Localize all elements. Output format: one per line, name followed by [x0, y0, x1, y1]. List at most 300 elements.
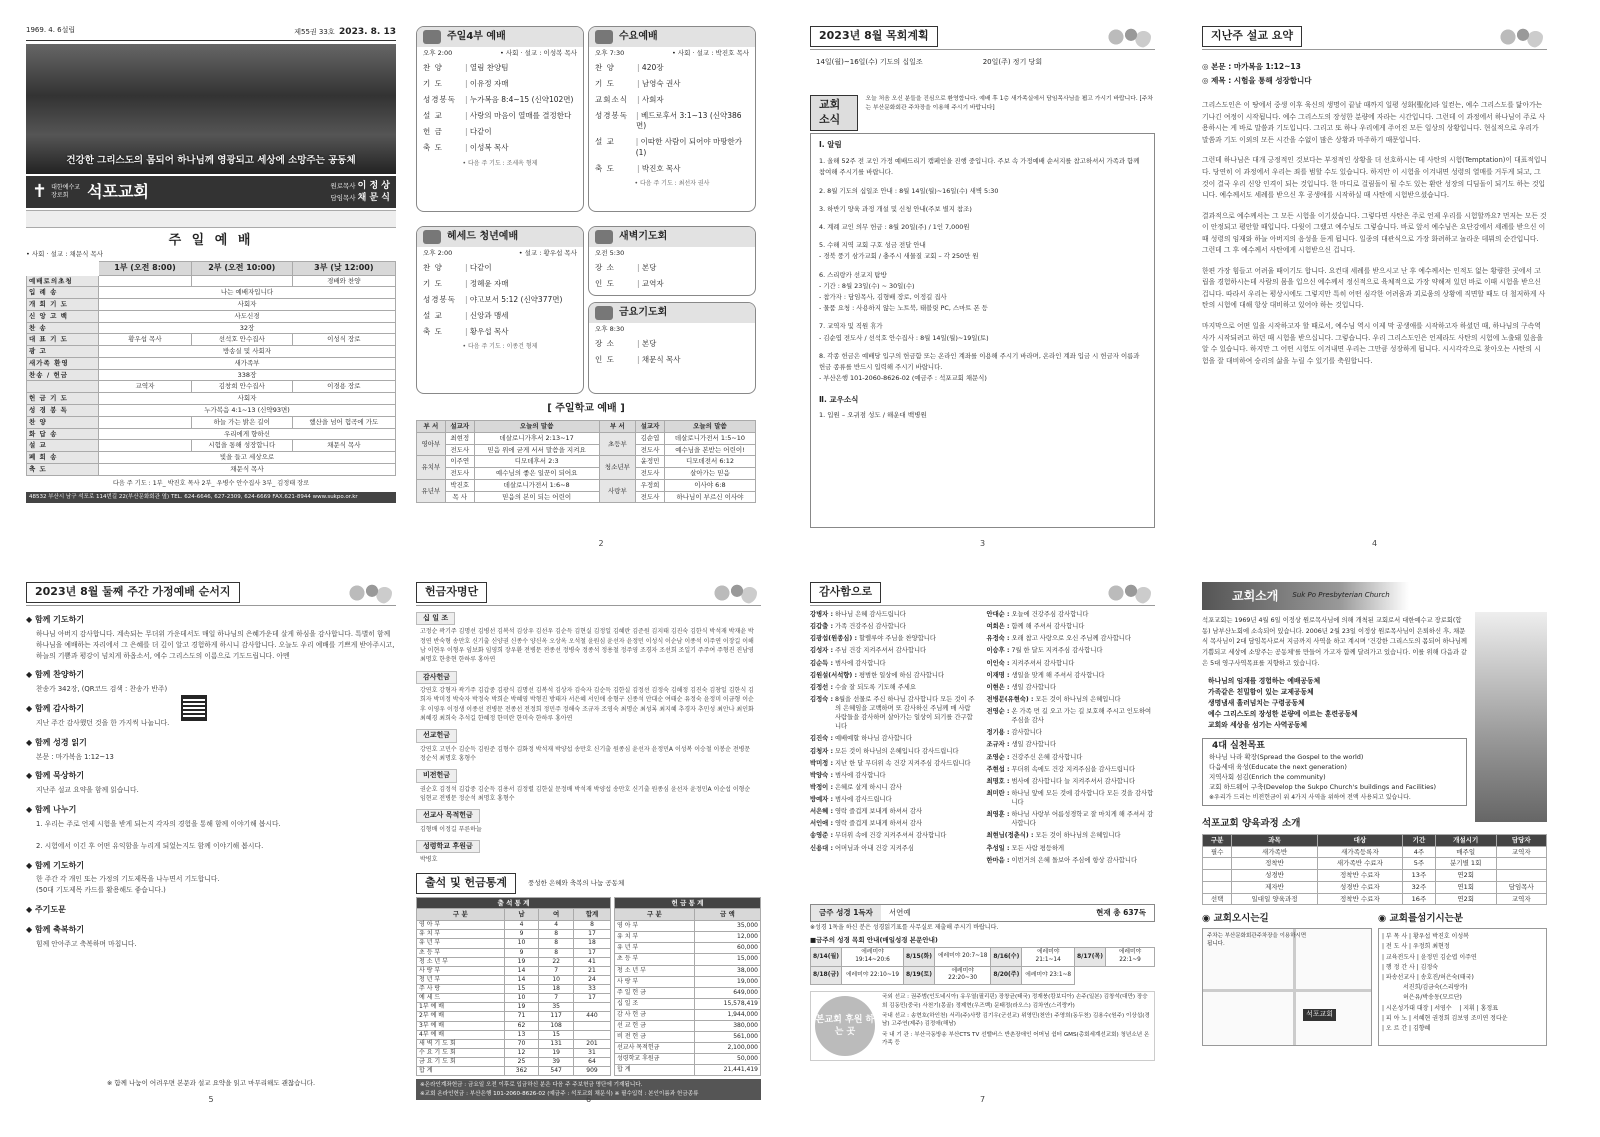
row-value: 했산을 넘어 험곡에 가도: [292, 416, 395, 428]
family-step-text: 1. 우리는 주로 언제 시험을 받게 되는지 각자의 경험을 통해 함께 이야기해 봅시다. 2. 시험에서 이긴 후 어떤 유익함을 누리게 되었는지도 함께 이야기해 봅시다.: [36, 819, 281, 850]
thanks-item: [987, 856, 1156, 865]
row-value: 누가복음 4:1~13 (신약93면): [99, 404, 396, 416]
dept: 초등부: [599, 432, 635, 456]
news-item: 6. 스리랑카 선교지 탐방 - 기간 : 8월 23일(수) ~ 30일(수) - 참가자 : 담임목사, 김형배 장로, 이정길 집사 - 물품 요청 : 사용하지 않는 노트북, 태블릿 PC, 스마트 폰 등: [819, 270, 988, 313]
off-cell: 380,000: [694, 1021, 760, 1032]
att-cell: 24: [573, 975, 610, 984]
page-4-sermon: [1202, 26, 1547, 550]
off-cell: 649,000: [694, 987, 760, 998]
att-cell: 8: [539, 930, 574, 939]
att-cell: [573, 1003, 610, 1012]
off-row: [615, 965, 761, 976]
thanks-text: 평범한 일상에 하심 감사합니다: [858, 671, 945, 679]
att-cell: 25: [504, 1058, 539, 1067]
order-label: 장 소: [595, 262, 615, 272]
thanks-name: 한마음 :: [986, 856, 1010, 864]
plan-text: 에레미야 22:10~19: [842, 966, 904, 985]
thanks-text: 7월 한 달도 지켜주심 감사합니다: [1011, 647, 1103, 655]
thanks-item: [987, 683, 1156, 692]
col-2bu: 2부 (오전 10:00): [191, 261, 292, 275]
news-item: 3. 하반기 양육 과정 개설 및 신청 안내(주보 별지 참조): [819, 204, 972, 213]
att-row: [417, 921, 611, 930]
att-cell: 4: [504, 921, 539, 930]
plan-date: 8/15(화): [903, 947, 934, 966]
worship-row: [27, 275, 396, 287]
plan-date: 8/19(토): [903, 966, 934, 985]
order-label: 축 도: [423, 143, 443, 153]
order-value: | 채문식 목사: [637, 355, 681, 365]
order-label: 설 교: [595, 137, 615, 147]
card-title: 새벽기도회: [619, 231, 668, 243]
order-label: 성경봉독: [423, 295, 456, 305]
card-title: 주일4부 예배: [447, 31, 506, 43]
page-number: 4: [1365, 539, 1385, 550]
page-7-thanks: [810, 582, 1155, 1106]
thanks-item: [987, 610, 1156, 619]
card-next: • 다음 주 기도 : 조세옥 형제: [462, 159, 538, 167]
off-cell: 영 아 부: [615, 921, 695, 932]
offering-group-names: 박병호: [420, 856, 438, 864]
thanks-text: 지난 한 달 무더위 속 건강 지켜주심 감사드립니다: [834, 759, 971, 767]
practice-goal: 지역사회 섬김(Enrich the community): [1209, 772, 1326, 781]
thanks-item: [987, 671, 1156, 680]
thanks-item: [810, 771, 979, 780]
row-label: 찬 송: [27, 322, 99, 334]
course-title: 석포교회 양육과정 소개: [1202, 818, 1301, 830]
family-worship-title: 2023년 8월 둘째 주간 가정예배 순서지: [26, 582, 240, 603]
map-road: [1203, 989, 1371, 992]
off-row: [615, 976, 761, 987]
reading-plan-table: [810, 947, 1155, 985]
preacher: 최현정: [445, 432, 474, 444]
thanks-text: 은혜로 살게 하시니 감사: [834, 783, 902, 791]
ministry-goal: 교회와 세상을 섬기는 사역공동체: [1208, 721, 1308, 730]
att-cell: 14: [504, 966, 539, 975]
att-row: [417, 1021, 611, 1030]
thanks-name: 이승후 :: [986, 647, 1010, 655]
order-label: 성경봉독: [595, 111, 628, 121]
att-row: [417, 1058, 611, 1067]
off-cell: 15,000: [694, 954, 760, 965]
off-cell: 유 치 부: [615, 932, 695, 943]
support-item: 국외 선교 : 권주범(인도네시아) 유우열(필리핀) 장창균(태국) 정재붕(캄보디아) 손주(일본) 김창석(대만) 장승희 김동민(중국) 사천기(몽골) 정제현(우즈벡) 문태정(라오스) 김차연(스리랑카): [882, 994, 1148, 1009]
att-row: [417, 1012, 611, 1021]
offering-group-names: 김형배 이정길 푸른하늘: [420, 825, 482, 833]
pastor-title-1: 원로목사: [330, 182, 356, 191]
worship-row: [27, 322, 396, 334]
school-head-cell: 설교자: [636, 421, 665, 433]
att-row: [417, 930, 611, 939]
card-wed-worship: [588, 26, 756, 212]
sermon-paragraph: 한편 가장 힘들고 어려울 때이기도 합니다. 요컨대 세례를 받으시고 난 후 예수께서는 인적도 없는 황량한 곳에서 고립을 경험하시는데 사람의 몸을 입으신 예수께서 정신적으로 육체적으로 가장 약해져 있던 바로 이때 시험을 받으신 겁니다. 따라서 우리는 평상시에도 그렇지만 특히 어떤 심각한 어려움과 괴로움의 상황에 직면할 때도 더 철저하게 사탄의 시험에 대해 항상 대비하고 있어야 하는 것입니다.: [1202, 266, 1546, 310]
att-cell: 70: [504, 1039, 539, 1048]
att-cell: 17: [573, 994, 610, 1003]
preacher: 박진호: [445, 479, 474, 491]
worship-row: [27, 393, 396, 405]
school-row: [417, 479, 756, 491]
word: 데살로니가후서 2:13~17: [474, 432, 599, 444]
course-cell: 연2회: [1435, 893, 1496, 905]
row-value: 32장: [99, 322, 396, 334]
word: 믿음의 본이 되는 어린이: [474, 491, 599, 503]
course-cell: 일대일 양육과정: [1232, 893, 1317, 905]
thanks-text: 범사에 감사드립니다: [834, 796, 892, 803]
order-label: 설 교: [423, 111, 443, 121]
course-cell: 13주: [1403, 870, 1436, 882]
att-cell: 4: [539, 921, 574, 930]
course-cell: [1203, 870, 1232, 882]
row-label: 화 답 송: [27, 428, 99, 440]
order-value: | 이따한 사람이 되어야 마땅한가(1): [636, 137, 749, 157]
att-cell: 440: [573, 1012, 610, 1021]
page-6-offering: [416, 582, 761, 1106]
att-row: [417, 957, 611, 966]
course-cell: 분기별 1회: [1435, 858, 1496, 870]
thanks-name: 박정이 :: [810, 783, 833, 791]
thanks-item: [987, 810, 1156, 828]
row-value: [99, 440, 192, 452]
family-step-heading: ◆ 함께 축복하기: [26, 925, 396, 936]
book-icon: [595, 30, 613, 44]
thanks-name: 김갑출 :: [810, 623, 833, 631]
practice-goal: 교회 하드웨어 구축(Develop the Sukpo Church's buildings and Facilities): [1209, 782, 1437, 791]
thanks-text: 어머님과 아내 건강 지켜주심: [834, 844, 914, 852]
plan-item: 20일(주) 정기 당회: [982, 58, 1043, 66]
order-row: [417, 140, 583, 156]
bible-reader-total: 현재 총 637독: [1096, 908, 1146, 917]
course-row: [1203, 846, 1547, 858]
book-icon: [595, 230, 613, 244]
course-row: [1203, 858, 1547, 870]
reading-plan-title: ■금주의 성경 목회 안내(매일성경 본문안내): [810, 936, 938, 945]
word: 예수님의 좋은 일꾼이 되어요: [474, 468, 599, 480]
course-cell: 새가족반: [1232, 846, 1317, 858]
att-cell: 117: [539, 1012, 574, 1021]
plan-text: 에레미야 22:20~30: [934, 966, 990, 985]
att-cell: 33: [573, 985, 610, 994]
staff-line: 서진희/김금숙(스리랑카): [1382, 984, 1468, 992]
family-step-heading: ◆ 함께 기도하기: [26, 615, 396, 626]
att-cell: 10: [539, 975, 574, 984]
order-row: [589, 92, 755, 108]
plan-text: 에레미야 21:1~14: [1022, 947, 1075, 966]
news-box: [810, 133, 1155, 528]
thanks-text: 생일을 맞게 해 주셔서 감사합니다: [1011, 671, 1105, 679]
dept: 유치부: [417, 456, 446, 480]
att-cell: 청 소 년 부: [417, 957, 505, 966]
thanks-name: 조영순 :: [986, 753, 1010, 761]
att-cell: 3부 예 배: [417, 1021, 505, 1030]
att-cell: 10: [504, 939, 539, 948]
thanks-item: [987, 695, 1156, 704]
row-value: 황우섭 목사: [99, 334, 192, 346]
sermon-paragraph: 그런데 하나님은 대개 긍정적인 것보다는 부정적인 상황을 더 선호하시는 데 사탄의 시험(Temptation)이 대표적입니다. 당연히 이 과정에서 우리는 죄를 범할 수도 있습니다. 하지만 이 시험을 이겨내면 성령의 열매를 거두게 되고, 그것이 결국 우리 신앙 인격이 되는 것입니다. 한 마디로 걸림돌이 될 수도 있는 환란 성장의 디딤돌이 되기도 하는 것입니다. 예수께서도 세례를 받으신 후 공생애를 시작하실 때 사탄에 시험받으셨습니다.: [1202, 156, 1547, 200]
order-value: | 다같이: [465, 127, 492, 137]
att-cell: 새 벽 기 도 회: [417, 1039, 505, 1048]
ministry-goal: 하나님의 임재를 경험하는 예배공동체: [1208, 676, 1321, 685]
att-row: [417, 966, 611, 975]
row-value: 선석호 안수집사: [191, 334, 292, 346]
worship-title: 주 일 예 배: [168, 233, 254, 249]
course-row: [1203, 893, 1547, 905]
att-cell: 19: [539, 1048, 574, 1057]
att-cell: 909: [573, 1067, 610, 1076]
thanks-item: [810, 795, 979, 804]
att-cell: 초 등 부: [417, 948, 505, 957]
course-row: [1203, 881, 1547, 893]
staff-line: | 행 정 간 사 | 김정숙: [1382, 963, 1439, 971]
attendance-table: [416, 897, 611, 1077]
plan-text: 에레미야 23:1~8: [1022, 966, 1075, 985]
order-value: | 사회자: [637, 95, 664, 105]
dept: 사랑부: [599, 479, 635, 503]
order-value: | 박진호 목사: [637, 164, 681, 174]
course-head-cell: 과목: [1232, 834, 1317, 846]
row-value: 사회자: [99, 393, 396, 405]
off-cell: 성령학교 후원금: [615, 1054, 695, 1065]
sermon-paragraph: 결과적으로 예수께서는 그 모든 시험을 이기셨습니다. 그렇다면 사탄은 주로 언제 우리를 시험할까요? 먼저는 모든 것이 안정되고 평안할 때입니다. 다윗이 그랬고 예수님도 그렇습니다. 바로 앞서 예수님은 요단강에서 세례를 받으신 이때 성령의 임재와 하늘 아버지의 음성을 듣게 됩니다. 일종의 대관식으로 가장 화려하고 놀라운 데뷔의 순간입니다. 그런데 그 후 예수께서 사탄에게 시험받으신 겁니다.: [1202, 211, 1547, 255]
thanks-name: 이현은 :: [986, 683, 1010, 691]
word: 디모데전서 6:12: [664, 456, 755, 468]
staff-line: | 부 목 사 | 황우섭 박진호 이성복: [1382, 933, 1469, 941]
order-label: 기 도: [423, 278, 443, 288]
order-value: | 누가복음 8:4~15 (신약102면): [465, 95, 573, 105]
att-head-cell: 남: [504, 909, 539, 921]
order-value: | 다같이: [465, 263, 492, 273]
news-item: 1. 올해 52주 전 교인 가정 예배드리기 캠페인을 진행 중입니다. 주보 속 가정예배 순서지를 참고하셔서 가족과 함께 참여해 주시기를 바랍니다.: [819, 157, 1140, 177]
book-icon: [595, 306, 613, 320]
school-head-cell: 부 서: [599, 421, 635, 433]
card-leader: • 설교 : 황우섭 목사: [518, 249, 577, 257]
att-cell: 8: [539, 948, 574, 957]
section-notice: Ⅰ. 알림: [819, 140, 842, 150]
card-next: • 다음 주 기도 : 최선자 권사: [634, 179, 710, 187]
order-row: [589, 161, 755, 177]
offering-group-label: 성령학교 후원금: [416, 840, 480, 853]
off-row: [615, 998, 761, 1009]
thanks-name: 김진숙 :: [810, 735, 833, 743]
order-value: | 신앙과 맹세: [465, 311, 509, 321]
row-value: [191, 275, 292, 287]
card-leader: • 사회 · 설교 : 박진호 목사: [672, 49, 749, 57]
thanks-name: 전병문(유현숙) :: [986, 695, 1034, 703]
family-step-heading: ◆ 함께 성경 읽기: [26, 738, 396, 749]
card-dawn-prayer: [588, 226, 756, 296]
card-fri-prayer: [588, 302, 756, 394]
row-label: [27, 381, 99, 393]
worship-row: [27, 416, 396, 428]
off-cell: 21,441,419: [694, 1065, 760, 1076]
thanks-text: 생일 감사합니다: [1011, 741, 1057, 749]
off-row: [615, 921, 761, 932]
thanks-name: 박미정 :: [810, 759, 833, 767]
family-step-text: 하나님 아버지 감사합니다. 계속되는 무더위 가운데서도 매일 하나님의 은혜가운데 살게 하심을 감사합니다. 특별히 함께 하나님을 예배하는 자리에서 그 은혜를 더 깊이 알고 경험하게 하시니 감사합니다. 오늘도 우리 예배를 기쁘게 받아주시고, 하늘의 기쁨과 평강이 넘치게 하옵소서, 예수 그리스도의 이름으로 기도드립니다. 아멘: [36, 629, 395, 660]
thanks-text: 무더위 속에도 건강 지켜주심을 감사드립니다: [1011, 765, 1136, 773]
word: 하나님이 부르신 이사야: [664, 491, 755, 503]
thanks-item: [987, 634, 1156, 643]
dept: 유년부: [417, 479, 446, 503]
plan-date: 8/20(주): [991, 966, 1022, 985]
order-row: [417, 76, 583, 92]
course-cell: 제자반: [1232, 881, 1317, 893]
school-row: [417, 468, 756, 480]
col-1bu: 1부 (오전 8:00): [99, 261, 192, 275]
news-title: 교회소식: [810, 95, 858, 131]
thanks-text: 모든 것이 하나님의 은혜입니다 감사드립니다: [834, 747, 959, 755]
row-label: 대 표 기 도: [27, 334, 99, 346]
att-row: [417, 1048, 611, 1057]
word: 데살로니가전서 1:6~8: [474, 479, 599, 491]
thanks-item: [810, 819, 979, 828]
attendance-title: 출 석 통 계: [417, 897, 611, 909]
order-label: 설 교: [423, 311, 443, 321]
offering-group-label: 선교헌금: [416, 729, 457, 742]
page-3-news: [810, 26, 1155, 550]
word: 살아가는 믿음: [664, 468, 755, 480]
att-cell: 유 치 부: [417, 930, 505, 939]
course-cell: 성경반 수료자: [1317, 881, 1402, 893]
word: 믿음 위에 굳게 서서 말씀을 지켜요: [474, 444, 599, 456]
off-row: [615, 1009, 761, 1020]
pastor-1: 이 정 상: [357, 181, 390, 192]
att-cell: 15: [539, 1030, 574, 1039]
course-cell: 16주: [1403, 893, 1436, 905]
plan-date: 8/16(수): [991, 947, 1022, 966]
course-cell: 연1회: [1435, 881, 1496, 893]
att-cell: 19: [504, 957, 539, 966]
course-cell: 교역자: [1496, 846, 1546, 858]
course-head-cell: 개설시기: [1435, 834, 1496, 846]
practice-goal: 하나님 나라 확장(Spread the Gospel to the world): [1209, 752, 1364, 761]
qr-code-icon[interactable]: [181, 695, 207, 721]
thanks-text: 범사에 감사합니다: [834, 771, 886, 779]
att-cell: 131: [539, 1039, 574, 1048]
course-head-cell: 대상: [1317, 834, 1402, 846]
att-cell: 18: [573, 939, 610, 948]
thanks-text: 수술 잘 되도록 기도해 주세요: [834, 683, 916, 691]
att-head-cell: 구 분: [417, 909, 505, 921]
school-head-cell: 부 서: [417, 421, 446, 433]
att-row: [417, 1039, 611, 1048]
off-cell: 선교사 목적헌금: [615, 1043, 695, 1054]
pastor-2: 채 문 식: [357, 193, 390, 204]
thanks-item: [987, 659, 1156, 668]
thanks-name: 안대순 :: [986, 611, 1010, 618]
course-cell: 5주: [1403, 858, 1436, 870]
row-label: 성 경 봉 독: [27, 404, 99, 416]
preacher: 전도사: [636, 444, 665, 456]
off-cell: 유 년 부: [615, 943, 695, 954]
card-time: 오전 5:30: [595, 249, 625, 257]
support-label: 본교회 후원 하는 곳: [815, 1015, 875, 1038]
card-youth-worship: [416, 226, 584, 394]
bible-reader-note: ※성경 1독을 하신 분은 성경읽기표를 사무실로 제출해 주시기 바랍니다.: [810, 924, 999, 932]
att-row: [417, 939, 611, 948]
thanks-text: 하나님 앞에 모든 것에 감사합니다 모든 것을 감사합니다: [1011, 789, 1154, 806]
thanks-text: 영락 즐겁게 보내게 하셔서 감사: [834, 820, 923, 828]
thanks-item: [810, 831, 979, 840]
thanks-item: [810, 783, 979, 792]
thanks-item: [987, 844, 1156, 853]
thanks-text: 감사합니다: [1011, 729, 1042, 737]
school-head-cell: 오늘의 말씀: [664, 421, 755, 433]
att-head-cell: 합계: [573, 909, 610, 921]
church-map[interactable]: [1202, 928, 1372, 1046]
course-cell: [1496, 870, 1546, 882]
order-label: 축 도: [423, 327, 443, 337]
worship-row: [27, 369, 396, 381]
card-title: 헤세드 청년예배: [447, 231, 519, 243]
card-4bu-worship: [416, 26, 584, 212]
course-cell: 새가족반 수료자: [1317, 858, 1402, 870]
map-title: [1202, 913, 1372, 926]
thanks-name: 유정숙 :: [986, 635, 1010, 643]
order-row: [417, 108, 583, 124]
order-row: [589, 134, 755, 160]
worship-row: [27, 357, 396, 369]
thanks-item: [810, 844, 979, 853]
preacher: 전도사: [636, 468, 665, 480]
off-cell: 비 전 헌 금: [615, 1032, 695, 1043]
flower-decoration-icon: [342, 582, 392, 604]
denomination: 대한예수교 장로회: [51, 184, 81, 200]
thanks-name: 송영준 :: [810, 832, 833, 840]
row-value: 이성식 장로: [292, 334, 395, 346]
next-week-prayer: 다음 주 기도 : 1부_ 박진호 목사 2부_ 우병수 안수집사 3부_ 김정태 장로: [112, 479, 310, 487]
att-cell: 71: [504, 1012, 539, 1021]
thanks-item: [987, 740, 1156, 749]
thanks-item: [810, 634, 979, 643]
stats-subtitle: 풍성한 은혜와 축복의 나눔 공동체: [528, 878, 625, 887]
thanks-name: 최현님(정춘식) :: [986, 832, 1034, 840]
thanks-name: 강병자 :: [810, 611, 833, 618]
page-5-family-worship: [26, 582, 396, 1106]
att-cell: 2부 예 배: [417, 1012, 505, 1021]
order-value: | 본당: [637, 263, 656, 273]
order-value: | 열림 찬양팀: [465, 63, 509, 73]
off-cell: 선 교 헌 금: [615, 1021, 695, 1032]
order-row: [417, 324, 583, 340]
worship-row: [27, 334, 396, 346]
off-cell: 12,000: [694, 932, 760, 943]
thanks-name: 김정숙 :: [810, 695, 833, 703]
off-head-cell: 구 분: [615, 909, 695, 921]
row-value: 경배와 찬양: [292, 275, 395, 287]
row-label: 설 교: [27, 440, 99, 452]
thanks-name: 방예자 :: [810, 796, 833, 803]
att-cell: 39: [539, 1058, 574, 1067]
order-row: [589, 336, 755, 352]
thanks-text: 8월을 선물로 주신 하나님 감사합니다 모든 것이 주의 은혜임을 고백하며 또 감사하신 주님께 매 사람 사람들을 감사하며 살아가는 일상이 되기를 간구합니다: [834, 695, 975, 731]
att-cell: 41: [573, 957, 610, 966]
book-icon: [423, 230, 441, 244]
thanks-title: 감사함으로: [810, 582, 881, 603]
att-cell: 62: [504, 1021, 539, 1030]
att-cell: 유 년 부: [417, 939, 505, 948]
card-title: 수요예배: [619, 31, 658, 43]
att-cell: 합 계: [417, 1067, 505, 1076]
thanks-text: 함께 해 주셔서 감사합니다: [1011, 623, 1085, 631]
offering-group-label: 십 일 조: [416, 612, 455, 625]
att-cell: 17: [573, 948, 610, 957]
thanks-item: [810, 747, 979, 756]
thanks-text: 모든 것이 하나님의 은혜입니다: [1035, 695, 1121, 703]
off-row: [615, 932, 761, 943]
card-time: 오후 2:00: [423, 49, 453, 57]
att-cell: 예 세 드: [417, 994, 505, 1003]
news-item: 5. 수해 지역 교회 구호 성금 전달 안내 - 경북 풍기 삼가교회 / 충주시 새물질 교회 – 각 250만 원: [819, 241, 979, 261]
sunday-school-title: [ 주일학교 예배 ]: [547, 403, 625, 414]
